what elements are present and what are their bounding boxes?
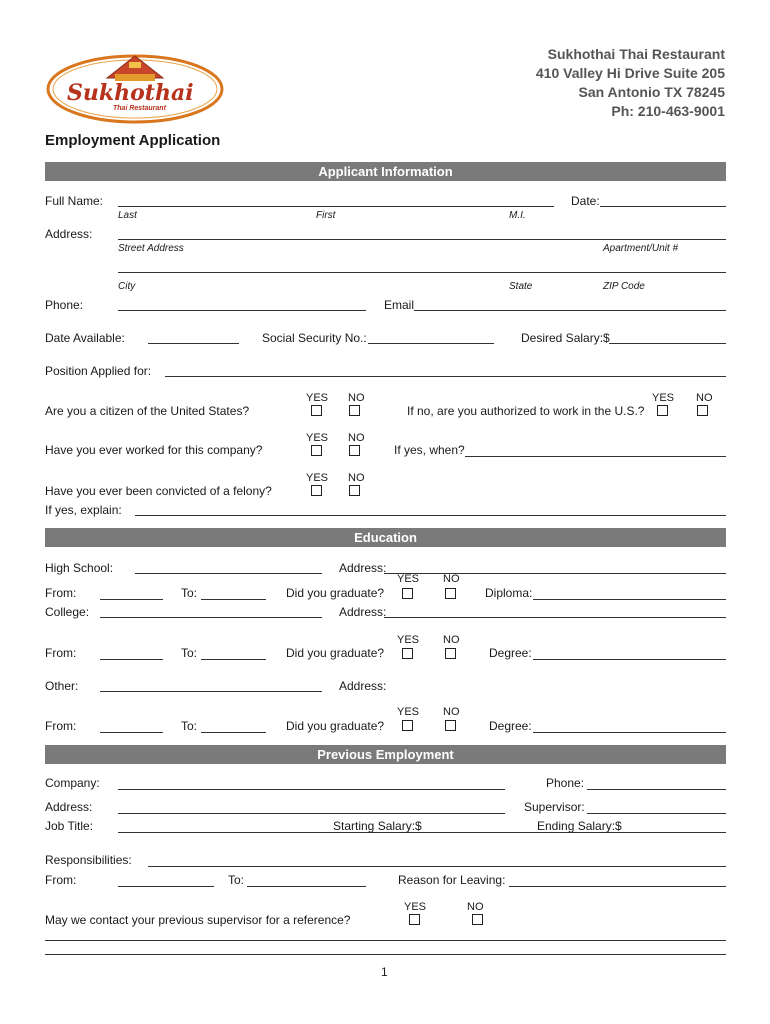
- citizen-yes-label: YES: [306, 392, 329, 404]
- felony-no-label: NO: [348, 472, 365, 484]
- company-label: Company:: [45, 776, 100, 790]
- college-no-label: NO: [443, 634, 460, 646]
- logo-name: Sukhothai: [67, 80, 194, 106]
- section-applicant-information: Applicant Information: [45, 162, 726, 181]
- high-school-address-field[interactable]: [384, 573, 726, 574]
- last-caption: Last: [118, 210, 137, 221]
- ssn-field[interactable]: [368, 343, 494, 344]
- college-field[interactable]: [100, 617, 322, 618]
- divider-line: [45, 954, 726, 955]
- worked-yes-checkbox[interactable]: [311, 445, 322, 456]
- employer-address-label: Address:: [45, 800, 93, 814]
- date-field[interactable]: [600, 206, 726, 207]
- hs-from-field[interactable]: [100, 599, 163, 600]
- street-caption: Street Address: [118, 243, 184, 254]
- divider-line: [45, 940, 726, 941]
- job-title-label: Job Title:: [45, 819, 94, 833]
- felony-yes-label: YES: [306, 472, 329, 484]
- other-from-field[interactable]: [100, 732, 163, 733]
- contact-no-label: NO: [467, 901, 484, 913]
- college-to-label: To:: [181, 646, 198, 660]
- responsibilities-label: Responsibilities:: [45, 853, 132, 867]
- college-degree-field[interactable]: [533, 659, 726, 660]
- worked-question: Have you ever worked for this company?: [45, 443, 263, 457]
- form-title: Employment Application: [45, 132, 221, 149]
- employment-to-field[interactable]: [247, 886, 366, 887]
- college-to-field[interactable]: [201, 659, 266, 660]
- other-from-label: From:: [45, 719, 77, 733]
- hs-to-label: To:: [181, 586, 198, 600]
- restaurant-logo: [45, 52, 225, 124]
- city-state-zip-field[interactable]: [118, 272, 726, 273]
- hs-yes-label: YES: [397, 573, 420, 585]
- when-label: If yes, when?: [394, 443, 465, 457]
- authorized-yes-label: YES: [652, 392, 675, 404]
- ssn-label: Social Security No.:: [262, 331, 367, 345]
- other-yes-checkbox[interactable]: [402, 720, 413, 731]
- explain-label: If yes, explain:: [45, 503, 122, 517]
- hs-from-label: From:: [45, 586, 77, 600]
- employer-address-field[interactable]: [118, 813, 505, 814]
- contact-yes-label: YES: [404, 901, 427, 913]
- citizen-no-checkbox[interactable]: [349, 405, 360, 416]
- street-address-field[interactable]: [118, 239, 726, 240]
- state-caption: State: [509, 281, 533, 292]
- apt-caption: Apartment/Unit #: [603, 243, 679, 254]
- diploma-field[interactable]: [533, 599, 726, 600]
- phone-label: Phone:: [45, 298, 84, 312]
- worked-no-label: NO: [348, 432, 365, 444]
- other-no-label: NO: [443, 706, 460, 718]
- worked-no-checkbox[interactable]: [349, 445, 360, 456]
- other-label: Other:: [45, 679, 79, 693]
- reason-leaving-label: Reason for Leaving:: [398, 873, 506, 887]
- hs-no-checkbox[interactable]: [445, 588, 456, 599]
- college-degree-label: Degree:: [489, 646, 532, 660]
- high-school-address-label: Address:: [339, 561, 387, 575]
- citizen-question: Are you a citizen of the United States?: [45, 404, 250, 418]
- contact-no-checkbox[interactable]: [472, 914, 483, 925]
- authorized-no-checkbox[interactable]: [697, 405, 708, 416]
- worked-yes-label: YES: [306, 432, 329, 444]
- header-street: 410 Valley Hi Drive Suite 205: [535, 65, 725, 81]
- other-no-checkbox[interactable]: [445, 720, 456, 731]
- job-title-field[interactable]: [118, 832, 726, 833]
- authorized-no-label: NO: [696, 392, 713, 404]
- date-available-label: Date Available:: [45, 331, 125, 345]
- ending-salary-label: Ending Salary:$: [537, 819, 622, 833]
- citizen-no-label: NO: [348, 392, 365, 404]
- section-education: Education: [45, 528, 726, 547]
- college-label: College:: [45, 605, 90, 619]
- authorized-yes-checkbox[interactable]: [657, 405, 668, 416]
- hs-graduate-label: Did you graduate?: [286, 586, 385, 600]
- employment-to-label: To:: [228, 873, 245, 887]
- other-to-label: To:: [181, 719, 198, 733]
- position-label: Position Applied for:: [45, 364, 152, 378]
- employer-phone-field[interactable]: [587, 789, 726, 790]
- header-phone: Ph: 210-463-9001: [611, 103, 725, 119]
- other-to-field[interactable]: [201, 732, 266, 733]
- college-from-label: From:: [45, 646, 77, 660]
- college-yes-checkbox[interactable]: [402, 648, 413, 659]
- other-address-label: Address:: [339, 679, 387, 693]
- college-address-label: Address:: [339, 605, 387, 619]
- city-caption: City: [118, 281, 136, 292]
- high-school-label: High School:: [45, 561, 114, 575]
- felony-no-checkbox[interactable]: [349, 485, 360, 496]
- employment-from-label: From:: [45, 873, 77, 887]
- employer-phone-label: Phone:: [546, 776, 585, 790]
- authorized-question: If no, are you authorized to work in the U.S.?: [407, 404, 645, 418]
- responsibilities-field[interactable]: [148, 866, 726, 867]
- when-field[interactable]: [465, 456, 726, 457]
- phone-field[interactable]: [118, 310, 366, 311]
- other-degree-label: Degree:: [489, 719, 532, 733]
- other-degree-field[interactable]: [533, 732, 726, 733]
- other-graduate-label: Did you graduate?: [286, 719, 385, 733]
- high-school-field[interactable]: [135, 573, 322, 574]
- other-field[interactable]: [100, 691, 322, 692]
- company-field[interactable]: [118, 789, 505, 790]
- supervisor-label: Supervisor:: [524, 800, 585, 814]
- section-previous-employment: Previous Employment: [45, 745, 726, 764]
- college-from-field[interactable]: [100, 659, 163, 660]
- reason-leaving-field[interactable]: [509, 886, 726, 887]
- first-caption: First: [316, 210, 336, 221]
- header-city: San Antonio TX 78245: [578, 84, 725, 100]
- college-yes-label: YES: [397, 634, 420, 646]
- citizen-yes-checkbox[interactable]: [311, 405, 322, 416]
- logo-subtitle: Thai Restaurant: [113, 105, 166, 112]
- college-address-field[interactable]: [384, 617, 726, 618]
- other-yes-label: YES: [397, 706, 420, 718]
- hs-yes-checkbox[interactable]: [402, 588, 413, 599]
- page-number: 1: [381, 965, 388, 979]
- date-available-field[interactable]: [148, 343, 239, 344]
- diploma-label: Diploma:: [485, 586, 533, 600]
- starting-salary-label: Starting Salary:$: [333, 819, 422, 833]
- explain-field[interactable]: [135, 515, 726, 516]
- contact-question: May we contact your previous supervisor for a reference?: [45, 913, 351, 927]
- contact-yes-checkbox[interactable]: [409, 914, 420, 925]
- felony-question: Have you ever been convicted of a felony?: [45, 484, 272, 498]
- zip-caption: ZIP Code: [603, 281, 645, 292]
- header-restaurant-name: Sukhothai Thai Restaurant: [547, 46, 725, 62]
- full-name-label: Full Name:: [45, 194, 104, 208]
- felony-yes-checkbox[interactable]: [311, 485, 322, 496]
- desired-salary-field[interactable]: [609, 343, 726, 344]
- address-label: Address:: [45, 227, 93, 241]
- desired-salary-label: Desired Salary:$: [521, 331, 610, 345]
- full-name-field[interactable]: [118, 206, 554, 207]
- hs-to-field[interactable]: [201, 599, 266, 600]
- employment-from-field[interactable]: [118, 886, 214, 887]
- date-label: Date:: [571, 194, 600, 208]
- college-no-checkbox[interactable]: [445, 648, 456, 659]
- email-label: Email: [384, 298, 415, 312]
- email-field[interactable]: [414, 310, 726, 311]
- position-field[interactable]: [165, 376, 726, 377]
- college-graduate-label: Did you graduate?: [286, 646, 385, 660]
- supervisor-field[interactable]: [587, 813, 726, 814]
- hs-no-label: NO: [443, 573, 460, 585]
- mi-caption: M.I.: [509, 210, 526, 221]
